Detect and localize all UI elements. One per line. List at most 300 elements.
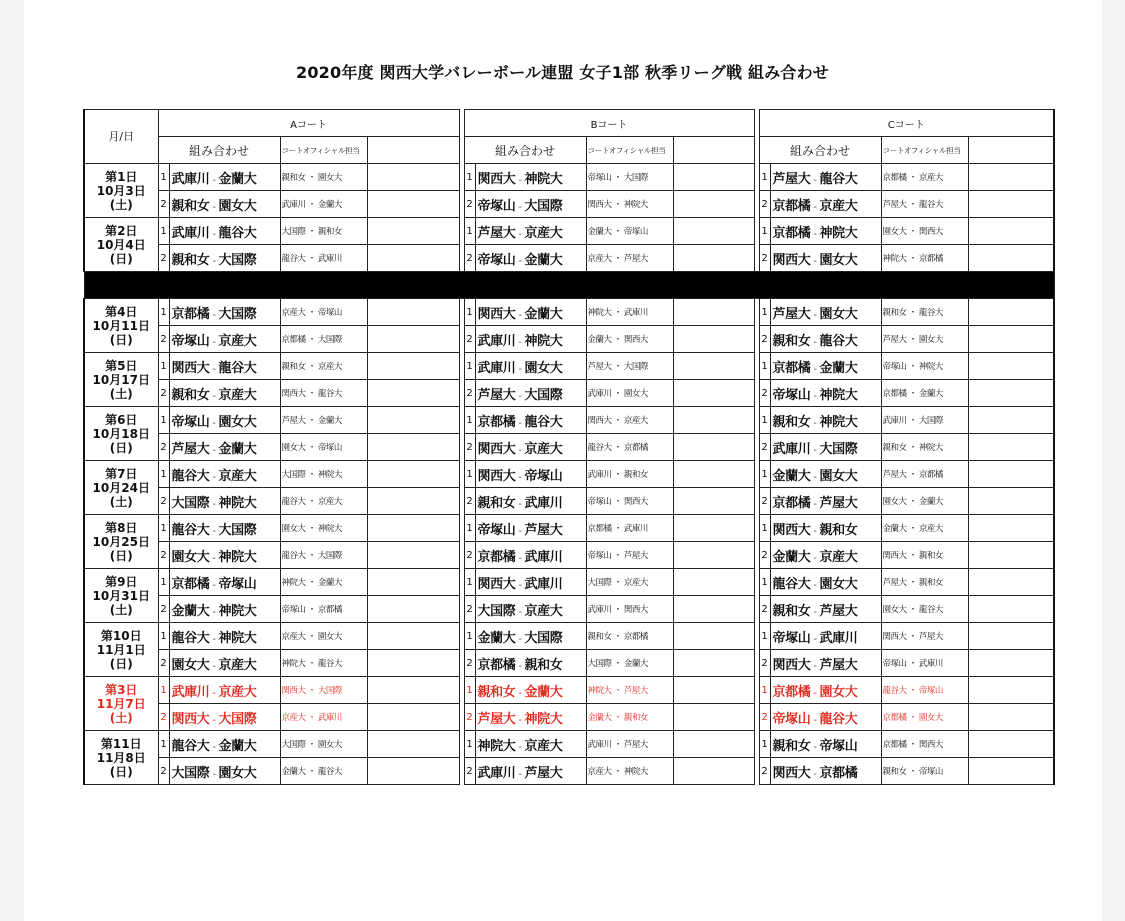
versus-dash: - — [518, 579, 522, 591]
blank-cell — [968, 434, 1054, 461]
round-round: 第10日 — [100, 628, 142, 643]
home-team: 帝塚山 — [477, 252, 516, 268]
matchup-court-a — [169, 677, 280, 704]
match-row — [84, 596, 1054, 623]
matchup-court-a — [169, 596, 280, 623]
court-official: 武庫川 ・ 大国際 — [881, 407, 968, 434]
away-team: 帝塚山 — [524, 468, 563, 484]
redacted-band — [84, 272, 1054, 299]
match-number: 1 — [759, 218, 770, 245]
court-official: 帝塚山 ・ 神院大 — [881, 353, 968, 380]
home-team: 帝塚山 — [477, 198, 516, 214]
court-official: 龍谷大 ・ 帝塚山 — [881, 677, 968, 704]
blank-cell — [673, 731, 754, 758]
versus-dash: - — [813, 741, 817, 753]
matchup-court-c — [770, 245, 881, 272]
home-team: 帝塚山 — [772, 711, 811, 727]
home-team: 親和女 — [477, 495, 516, 511]
away-team: 京産大 — [524, 225, 563, 241]
versus-dash: - — [518, 336, 522, 348]
matchup-court-b — [475, 353, 586, 380]
match-number: 2 — [759, 488, 770, 515]
away-team: 龍谷大 — [218, 360, 257, 376]
match-row — [84, 731, 1054, 758]
versus-dash: - — [518, 525, 522, 537]
match-number: 2 — [759, 191, 770, 218]
court-official: 龍谷大 ・ 京産大 — [280, 488, 367, 515]
match-number: 1 — [464, 461, 475, 488]
blank-cell — [968, 380, 1054, 407]
round-dow: (土) — [109, 710, 133, 725]
away-team: 園女大 — [524, 360, 563, 376]
versus-dash: - — [212, 579, 216, 591]
court-official: 金蘭大 ・ 関西大 — [586, 326, 673, 353]
home-team: 京都橘 — [772, 684, 811, 700]
matchup-court-c — [770, 299, 881, 326]
schedule-table — [83, 109, 1055, 785]
home-team: 芦屋大 — [171, 441, 210, 457]
away-team: 帝塚山 — [218, 576, 257, 592]
home-team: 龍谷大 — [171, 522, 210, 538]
versus-dash: - — [518, 174, 522, 186]
versus-dash: - — [813, 174, 817, 186]
court-official: 京産大 ・ 芦屋大 — [586, 245, 673, 272]
court-official: 京都橘 ・ 金蘭大 — [881, 380, 968, 407]
match-number: 1 — [464, 299, 475, 326]
court-official: 京産大 ・ 園女大 — [280, 623, 367, 650]
match-row — [84, 380, 1054, 407]
home-team: 京都橘 — [477, 414, 516, 430]
matchup-court-c — [770, 704, 881, 731]
versus-dash: - — [518, 255, 522, 267]
blank-cell — [673, 353, 754, 380]
blank-cell — [968, 407, 1054, 434]
match-number: 2 — [158, 650, 169, 677]
match-number: 1 — [464, 407, 475, 434]
matchup-court-a — [169, 758, 280, 785]
matchup-court-a — [169, 488, 280, 515]
blank-cell — [968, 623, 1054, 650]
versus-dash: - — [212, 471, 216, 483]
versus-dash: - — [813, 552, 817, 564]
away-team: 京産大 — [524, 603, 563, 619]
match-number: 1 — [158, 164, 169, 191]
home-team: 関西大 — [477, 468, 516, 484]
matchup-court-b — [475, 731, 586, 758]
away-team: 龍谷大 — [524, 414, 563, 430]
versus-dash: - — [813, 201, 817, 213]
versus-dash: - — [813, 417, 817, 429]
round-dow: (日) — [109, 440, 133, 455]
court-official: 神院大 ・ 京都橘 — [881, 245, 968, 272]
away-team: 金蘭大 — [524, 306, 563, 322]
combo-header-c: 組み合わせ — [759, 137, 881, 164]
away-team: 園女大 — [218, 198, 257, 214]
blank-cell — [673, 569, 754, 596]
blank-cell — [367, 218, 459, 245]
away-team: 京産大 — [218, 468, 257, 484]
match-number: 1 — [464, 353, 475, 380]
court-official: 芦屋大 ・ 龍谷大 — [881, 191, 968, 218]
court-official: 帝塚山 ・ 京都橘 — [280, 596, 367, 623]
match-row — [84, 623, 1054, 650]
blank-cell — [673, 542, 754, 569]
away-team: 武庫川 — [524, 576, 563, 592]
home-team: 京都橘 — [772, 198, 811, 214]
match-row — [84, 677, 1054, 704]
matchup-court-a — [169, 434, 280, 461]
blank-cell — [367, 650, 459, 677]
court-header-row — [84, 110, 1054, 137]
versus-dash: - — [212, 768, 216, 780]
away-team: 京都橘 — [819, 765, 858, 781]
away-team: 大国際 — [819, 441, 858, 457]
round-date: 10月3日 — [96, 183, 146, 198]
round-date: 10月31日 — [92, 588, 150, 603]
matchup-court-a — [169, 542, 280, 569]
versus-dash: - — [813, 444, 817, 456]
round-round: 第5日 — [105, 358, 138, 373]
blank-cell — [968, 164, 1054, 191]
official-header-a: コートオフィシャル担当 — [280, 137, 367, 164]
matchup-court-c — [770, 596, 881, 623]
blank-cell — [673, 704, 754, 731]
home-team: 京都橘 — [772, 225, 811, 241]
round-date-cell — [84, 353, 158, 407]
matchup-court-c — [770, 326, 881, 353]
matchup-court-c — [770, 488, 881, 515]
home-team: 武庫川 — [171, 684, 210, 700]
matchup-court-b — [475, 623, 586, 650]
matchup-court-a — [169, 299, 280, 326]
round-dow: (日) — [109, 548, 133, 563]
home-team: 大国際 — [171, 765, 210, 781]
matchup-court-b — [475, 245, 586, 272]
versus-dash: - — [518, 498, 522, 510]
court-official: 芦屋大 ・ 京都橘 — [881, 461, 968, 488]
match-number: 1 — [464, 218, 475, 245]
blank-cell — [367, 191, 459, 218]
home-team: 大国際 — [477, 603, 516, 619]
court-official: 帝塚山 ・ 芦屋大 — [586, 542, 673, 569]
matchup-court-b — [475, 326, 586, 353]
match-number: 1 — [464, 623, 475, 650]
court-official: 親和女 ・ 龍谷大 — [881, 299, 968, 326]
home-team: 武庫川 — [171, 225, 210, 241]
away-team: 大国際 — [524, 198, 563, 214]
round-dow: (日) — [109, 251, 133, 266]
round-dow: (土) — [109, 602, 133, 617]
round-round: 第9日 — [105, 574, 138, 589]
round-date: 10月4日 — [96, 237, 146, 252]
away-team: 親和女 — [524, 657, 563, 673]
court-official: 関西大 ・ 大国際 — [280, 677, 367, 704]
matchup-court-a — [169, 191, 280, 218]
matchup-court-c — [770, 542, 881, 569]
versus-dash: - — [518, 552, 522, 564]
home-team: 大国際 — [171, 495, 210, 511]
blank-cell — [367, 542, 459, 569]
match-number: 2 — [464, 650, 475, 677]
matchup-court-c — [770, 191, 881, 218]
match-number: 2 — [464, 380, 475, 407]
home-team: 帝塚山 — [171, 333, 210, 349]
versus-dash: - — [813, 633, 817, 645]
away-team: 京産大 — [218, 684, 257, 700]
versus-dash: - — [518, 714, 522, 726]
match-number: 2 — [464, 542, 475, 569]
versus-dash: - — [518, 660, 522, 672]
versus-dash: - — [518, 417, 522, 429]
home-team: 金蘭大 — [477, 630, 516, 646]
away-team: 園女大 — [218, 765, 257, 781]
blank-cell — [367, 515, 459, 542]
versus-dash: - — [212, 174, 216, 186]
away-team: 神院大 — [819, 387, 858, 403]
court-official: 親和女 ・ 京都橘 — [586, 623, 673, 650]
matchup-court-c — [770, 407, 881, 434]
home-team: 芦屋大 — [477, 225, 516, 241]
blank-cell — [367, 461, 459, 488]
match-number: 2 — [464, 488, 475, 515]
match-row — [84, 353, 1054, 380]
away-team: 武庫川 — [524, 549, 563, 565]
court-official: 大国際 ・ 親和女 — [280, 218, 367, 245]
versus-dash: - — [813, 363, 817, 375]
redacted-band-cell — [84, 272, 1054, 299]
versus-dash: - — [518, 363, 522, 375]
round-round: 第3日 — [105, 682, 138, 697]
matchup-court-b — [475, 515, 586, 542]
versus-dash: - — [518, 768, 522, 780]
versus-dash: - — [813, 606, 817, 618]
match-row — [84, 299, 1054, 326]
versus-dash: - — [813, 498, 817, 510]
home-team: 武庫川 — [477, 333, 516, 349]
court-official: 京都橘 ・ 京産大 — [881, 164, 968, 191]
matchup-court-c — [770, 218, 881, 245]
away-team: 金蘭大 — [218, 738, 257, 754]
blank-cell — [367, 704, 459, 731]
blank-cell — [968, 245, 1054, 272]
matchup-court-b — [475, 407, 586, 434]
matchup-court-b — [475, 677, 586, 704]
away-team: 園女大 — [819, 468, 858, 484]
home-team: 関西大 — [171, 711, 210, 727]
blank-cell — [968, 461, 1054, 488]
court-official: 園女大 ・ 神院大 — [280, 515, 367, 542]
away-team: 園女大 — [819, 252, 858, 268]
versus-dash: - — [212, 417, 216, 429]
away-team: 武庫川 — [524, 495, 563, 511]
court-official: 芦屋大 ・ 園女大 — [881, 326, 968, 353]
matchup-court-b — [475, 164, 586, 191]
home-team: 京都橘 — [477, 549, 516, 565]
versus-dash: - — [813, 471, 817, 483]
match-number: 1 — [158, 677, 169, 704]
blank-cell — [968, 731, 1054, 758]
versus-dash: - — [813, 228, 817, 240]
court-official: 京都橘 ・ 園女大 — [881, 704, 968, 731]
away-team: 園女大 — [218, 414, 257, 430]
round-date: 10月18日 — [92, 426, 150, 441]
match-number: 1 — [158, 299, 169, 326]
away-team: 親和女 — [819, 522, 858, 538]
match-number: 2 — [759, 758, 770, 785]
versus-dash: - — [212, 606, 216, 618]
blank-cell — [673, 380, 754, 407]
subheader-row — [84, 137, 1054, 164]
home-team: 神院大 — [477, 738, 516, 754]
match-number: 2 — [158, 191, 169, 218]
versus-dash: - — [813, 255, 817, 267]
matchup-court-b — [475, 191, 586, 218]
versus-dash: - — [212, 309, 216, 321]
matchup-court-b — [475, 380, 586, 407]
matchup-court-c — [770, 353, 881, 380]
round-date: 10月17日 — [92, 372, 150, 387]
blank-cell — [673, 164, 754, 191]
versus-dash: - — [212, 228, 216, 240]
match-row — [84, 542, 1054, 569]
matchup-court-c — [770, 434, 881, 461]
blank-header-cell — [673, 137, 754, 164]
matchup-court-c — [770, 164, 881, 191]
round-dow: (日) — [109, 764, 133, 779]
match-row — [84, 434, 1054, 461]
blank-cell — [673, 218, 754, 245]
match-number: 2 — [759, 245, 770, 272]
away-team: 金蘭大 — [218, 171, 257, 187]
versus-dash: - — [518, 228, 522, 240]
court-official: 帝塚山 ・ 武庫川 — [881, 650, 968, 677]
versus-dash: - — [212, 201, 216, 213]
matchup-court-b — [475, 542, 586, 569]
match-row — [84, 569, 1054, 596]
court-official: 京産大 ・ 武庫川 — [280, 704, 367, 731]
round-date-cell — [84, 299, 158, 353]
away-team: 芦屋大 — [524, 765, 563, 781]
away-team: 大国際 — [218, 306, 257, 322]
match-number: 2 — [158, 434, 169, 461]
court-official: 大国際 ・ 金蘭大 — [586, 650, 673, 677]
court-official: 関西大 ・ 親和女 — [881, 542, 968, 569]
blank-cell — [968, 650, 1054, 677]
versus-dash: - — [813, 525, 817, 537]
match-number: 1 — [158, 353, 169, 380]
match-row — [84, 461, 1054, 488]
match-number: 1 — [158, 218, 169, 245]
versus-dash: - — [212, 336, 216, 348]
match-number: 1 — [464, 731, 475, 758]
versus-dash: - — [518, 606, 522, 618]
away-team: 神院大 — [218, 495, 257, 511]
match-number: 1 — [759, 731, 770, 758]
home-team: 帝塚山 — [772, 630, 811, 646]
versus-dash: - — [813, 768, 817, 780]
court-official: 大国際 ・ 園女大 — [280, 731, 367, 758]
home-team: 芦屋大 — [477, 711, 516, 727]
match-number: 2 — [464, 596, 475, 623]
court-official: 神院大 ・ 金蘭大 — [280, 569, 367, 596]
versus-dash: - — [212, 687, 216, 699]
versus-dash: - — [518, 741, 522, 753]
away-team: 帝塚山 — [819, 738, 858, 754]
match-number: 2 — [464, 758, 475, 785]
round-dow: (土) — [109, 386, 133, 401]
versus-dash: - — [813, 687, 817, 699]
matchup-court-b — [475, 218, 586, 245]
round-dow: (日) — [109, 332, 133, 347]
blank-cell — [367, 677, 459, 704]
home-team: 帝塚山 — [772, 387, 811, 403]
matchup-court-a — [169, 731, 280, 758]
blank-cell — [367, 434, 459, 461]
match-row — [84, 191, 1054, 218]
versus-dash: - — [212, 714, 216, 726]
match-row — [84, 164, 1054, 191]
home-team: 京都橘 — [477, 657, 516, 673]
blank-cell — [367, 245, 459, 272]
away-team: 神院大 — [819, 414, 858, 430]
blank-cell — [968, 758, 1054, 785]
court-b-header: Bコート — [464, 110, 754, 137]
blank-cell — [968, 677, 1054, 704]
court-official: 京産大 ・ 帝塚山 — [280, 299, 367, 326]
court-official: 親和女 ・ 園女大 — [280, 164, 367, 191]
court-official: 武庫川 ・ 金蘭大 — [280, 191, 367, 218]
court-official: 京都橘 ・ 武庫川 — [586, 515, 673, 542]
blank-cell — [367, 569, 459, 596]
home-team: 帝塚山 — [477, 522, 516, 538]
versus-dash: - — [212, 498, 216, 510]
court-a-header: Aコート — [158, 110, 459, 137]
court-official: 芦屋大 ・ 大国際 — [586, 353, 673, 380]
court-official: 龍谷大 ・ 京都橘 — [586, 434, 673, 461]
matchup-court-a — [169, 650, 280, 677]
court-official: 親和女 ・ 帝塚山 — [881, 758, 968, 785]
blank-cell — [367, 488, 459, 515]
round-round: 第11日 — [100, 736, 142, 751]
match-number: 2 — [759, 434, 770, 461]
blank-cell — [367, 731, 459, 758]
matchup-court-c — [770, 461, 881, 488]
away-team: 京産大 — [218, 657, 257, 673]
blank-cell — [367, 353, 459, 380]
matchup-court-b — [475, 704, 586, 731]
matchup-court-b — [475, 569, 586, 596]
away-team: 神院大 — [218, 630, 257, 646]
versus-dash: - — [212, 255, 216, 267]
away-team: 芦屋大 — [819, 495, 858, 511]
blank-header-cell — [367, 137, 459, 164]
matchup-court-c — [770, 677, 881, 704]
home-team: 関西大 — [477, 306, 516, 322]
away-team: 金蘭大 — [218, 441, 257, 457]
round-date-cell — [84, 407, 158, 461]
match-number: 1 — [759, 569, 770, 596]
away-team: 金蘭大 — [524, 684, 563, 700]
court-official: 京産大 ・ 神院大 — [586, 758, 673, 785]
court-official: 武庫川 ・ 関西大 — [586, 596, 673, 623]
blank-cell — [968, 299, 1054, 326]
round-date: 11月1日 — [96, 642, 146, 657]
match-number: 1 — [759, 677, 770, 704]
away-team: 大国際 — [218, 522, 257, 538]
away-team: 神院大 — [524, 333, 563, 349]
match-number: 2 — [158, 245, 169, 272]
home-team: 関西大 — [477, 171, 516, 187]
